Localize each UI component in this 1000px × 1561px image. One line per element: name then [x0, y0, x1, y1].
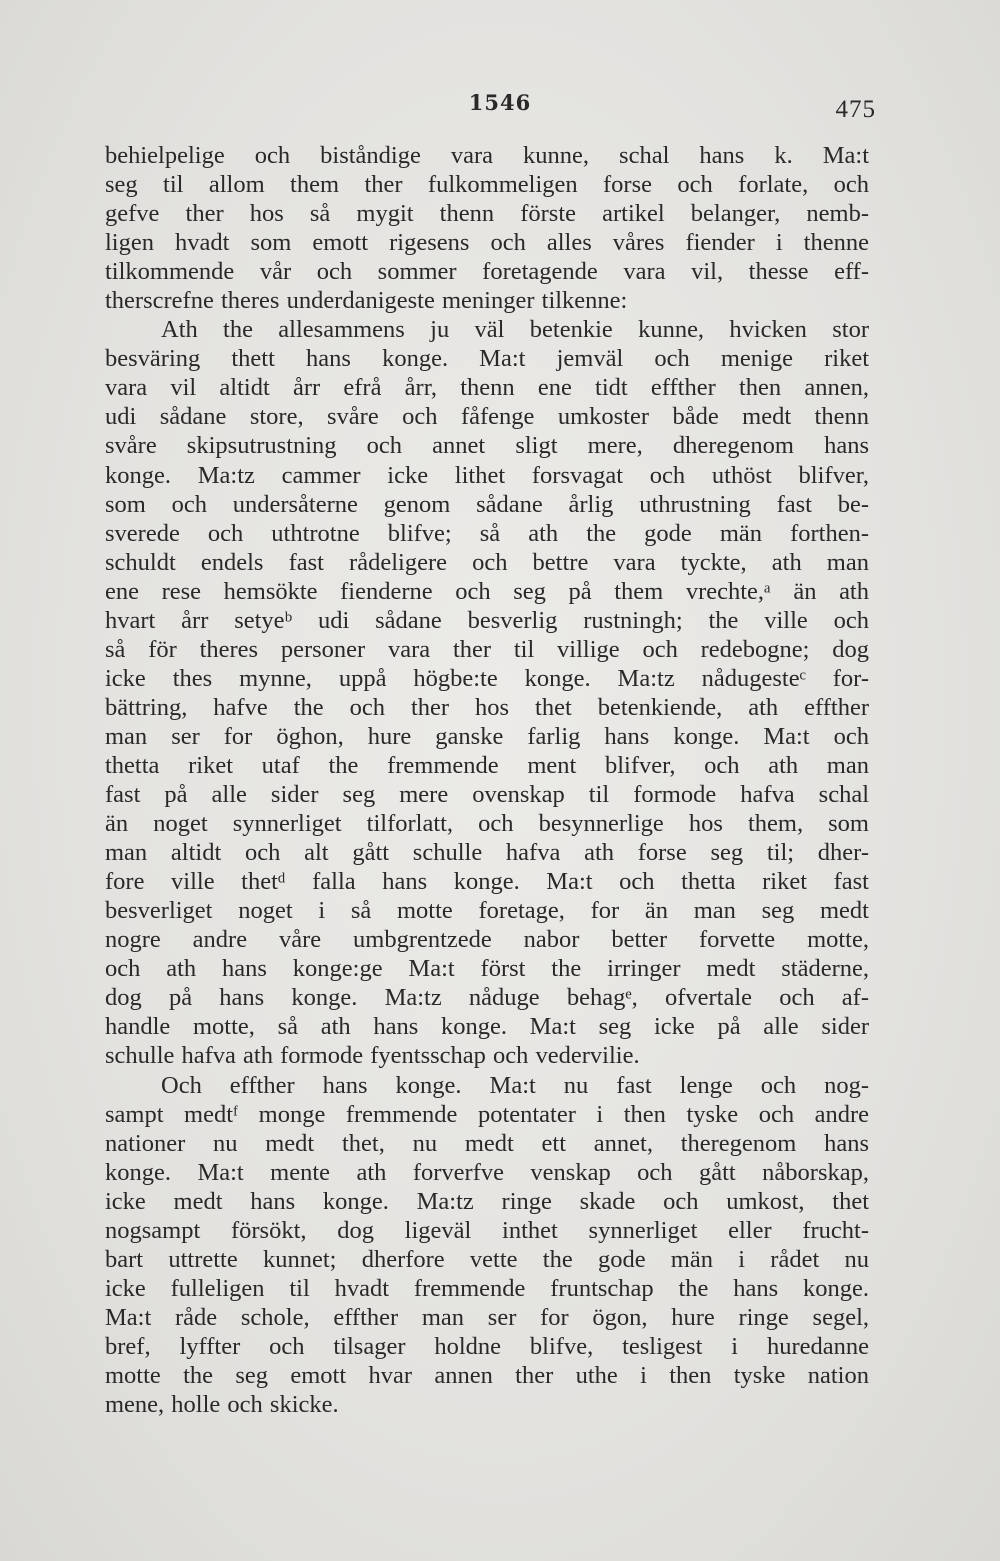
text-line: man ser for öghon, hure ganske farlig hans konge. Ma:t och: [105, 722, 869, 750]
page-number: 475: [835, 96, 876, 123]
text-line: konge. Ma:t mente ath forverfve venskap och gått nåborskap,: [105, 1158, 869, 1186]
text-line: mene, holle och skicke.: [105, 1391, 339, 1419]
text-line: bref, lyffter och tilsager holdne blifve, tesligest i huredanne: [105, 1332, 869, 1360]
text-line: dog på hans konge. Ma:tz nåduge behagᵉ, ofvertale och af-: [105, 984, 869, 1012]
text-line: som och undersåterne genom sådane årlig uthrustning fast be-: [105, 490, 869, 518]
text-line: gefve ther hos så mygit thenn förste artikel belanger, nemb-: [105, 200, 869, 228]
text-line: udi sådane store, svåre och fåfenge umkoster både medt thenn: [105, 403, 869, 431]
text-line: Och effther hans konge. Ma:t nu fast lenge och nog-: [161, 1071, 869, 1099]
text-line: svåre skipsutrustning och annet sligt mere, dheregenom hans: [105, 432, 869, 460]
text-line: nogsampt försökt, dog ligeväl inthet synnerliget eller frucht-: [105, 1216, 869, 1244]
text-line: besväring thett hans konge. Ma:t jemväl och menige riket: [105, 345, 869, 373]
text-line: besverliget noget i så motte foretage, for än man seg medt: [105, 897, 869, 925]
text-line: vara vil altidt årr efrå årr, thenn ene tidt effther then annen,: [105, 374, 869, 402]
text-line: schulle hafva ath formode fyentsschap och vedervilie.: [105, 1042, 640, 1070]
text-line: tilkommende vår och sommer foretagende vara vil, thesse eff-: [105, 258, 869, 286]
text-line: icke medt hans konge. Ma:tz ringe skade och umkost, thet: [105, 1187, 869, 1215]
text-line: än noget synnerliget tilforlatt, och besynnerlige hos them, som: [105, 810, 869, 838]
text-line: konge. Ma:tz cammer icke lithet forsvagat och uthöst blifver,: [105, 461, 869, 489]
text-line: bättring, hafve the och ther hos thet betenkiende, ath effther: [105, 693, 869, 721]
text-line: fast på alle sider seg mere ovenskap til formode hafva schal: [105, 781, 869, 809]
body-text: [105, 141, 869, 1419]
text-line: sampt medtᶠ monge fremmende potentater i then tyske och andre: [105, 1100, 869, 1128]
text-line: ene rese hemsökte fienderne och seg på them vrechte,ᵃ än ath: [105, 577, 869, 605]
text-line: hvart årr setyeᵇ udi sådane besverlig rustningh; the ville och: [105, 606, 869, 634]
text-line: motte the seg emott hvar annen ther uthe i then tyske nation: [105, 1361, 869, 1389]
text-line: thetta riket utaf the fremmende ment blifver, och ath man: [105, 751, 869, 779]
text-line: man altidt och alt gått schulle hafva ath forse seg til; dher-: [105, 839, 869, 867]
text-line: schuldt endels fast rådeligere och bettre vara tyckte, ath man: [105, 548, 869, 576]
text-line: så för theres personer vara ther til villige och redebogne; dog: [105, 635, 869, 663]
text-line: och ath hans konge:ge Ma:t först the irringer medt städerne,: [105, 955, 869, 983]
text-line: behielpelige och biståndige vara kunne, schal hans k. Ma:t: [105, 142, 869, 169]
running-head-year: 1546: [468, 90, 532, 115]
text-line: Ma:t råde schole, effther man ser for ögon, hure ringe segel,: [105, 1303, 869, 1331]
text-line: icke fulleligen til hvadt fremmende fruntschap the hans konge.: [105, 1274, 869, 1302]
text-line: ligen hvadt som emott rigesens och alles våres fiender i thenne: [105, 229, 869, 257]
text-line: nogre andre våre umbgrentzede nabor better forvette motte,: [105, 926, 869, 954]
text-line: bart uttrette kunnet; dherfore vette the gode män i rådet nu: [105, 1245, 869, 1273]
text-line: fore ville thetᵈ falla hans konge. Ma:t och thetta riket fast: [105, 868, 869, 896]
text-line: sverede och uthtrotne blifve; så ath the gode män forthen-: [105, 519, 869, 547]
text-line: therscrefne theres underdanigeste meninger tilkenne:: [105, 287, 628, 315]
text-line: nationer nu medt thet, nu medt ett annet, theregenom hans: [105, 1129, 869, 1157]
text-line: icke thes mynne, uppå högbe:te konge. Ma:tz nådugesteᶜ for-: [105, 664, 869, 692]
text-line: seg til allom them ther fulkommeligen forse och forlate, och: [105, 171, 869, 199]
text-line: handle motte, så ath hans konge. Ma:t seg icke på alle sider: [105, 1013, 869, 1041]
text-line: Ath the allesammens ju väl betenkie kunne, hvicken stor: [161, 316, 869, 344]
